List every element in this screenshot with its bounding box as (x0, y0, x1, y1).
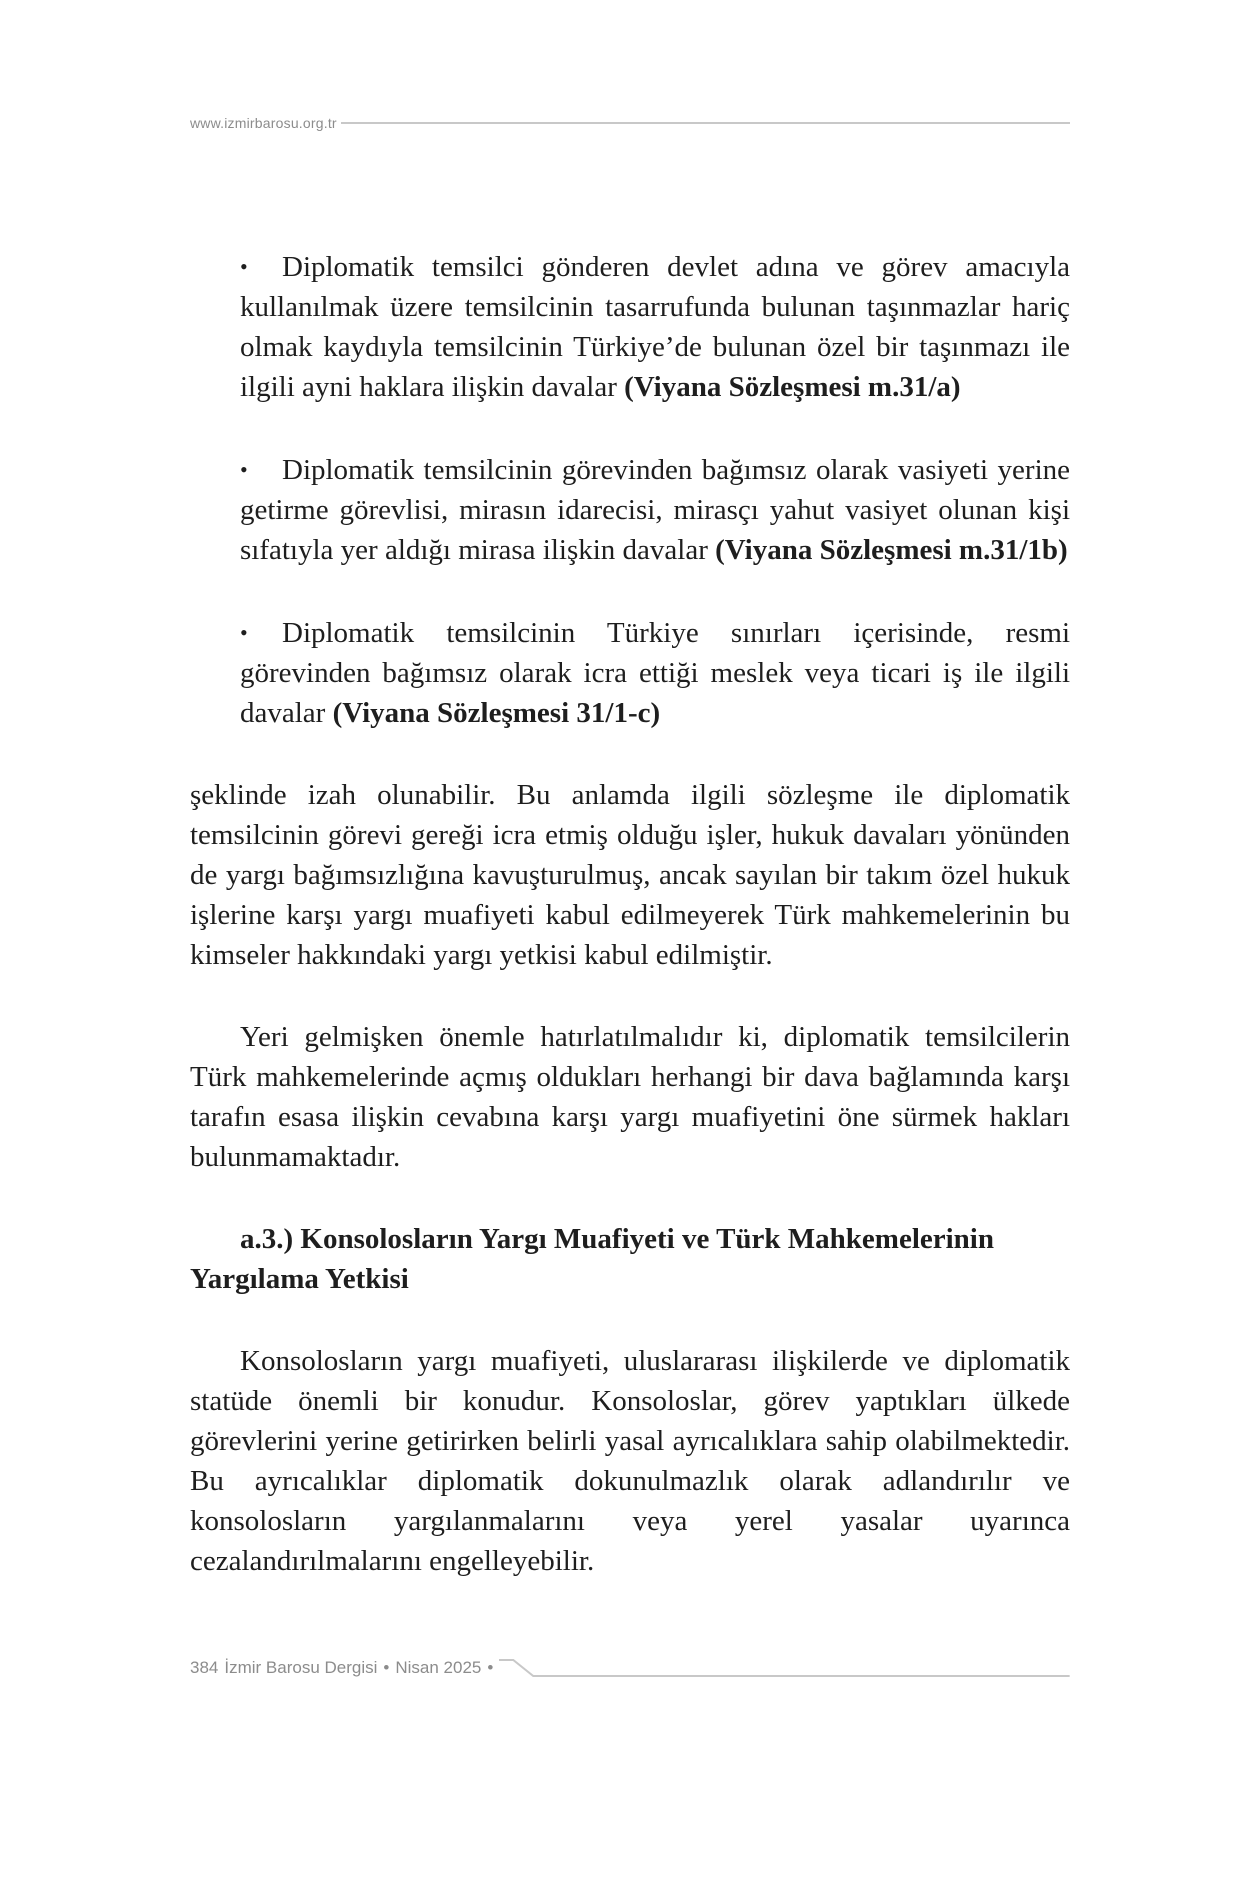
page-number: 384 (190, 1658, 219, 1677)
bullet-body (240, 450, 1070, 570)
paragraph-consuls: Konsolosların yargı muafiyeti, uluslararası ilişkilerde ve diplomatik statüde önemli bir konudur. Konsoloslar, görev yaptıkları ülkede görevlerini yerine getirirken belirli yasal ayrıcalıklara sahip olabilmektedir. Bu ayrıcalıklar diplomatik dokunulmazlık olarak adlandırılır ve konsolosların yargılanmalarını veya yerel yasalar uyarınca cezalandırılmalarını engelleyebilir. (190, 1345, 1070, 1577)
bullet-body (240, 613, 1070, 733)
header-url[interactable]: www.izmirbarosu.org.tr (190, 115, 337, 131)
bullet-text: Diplomatik temsilcinin görevinden bağımsız olarak vasiyeti yerine getirme görevlisi, mirasın idarecisi, mirasçı yahut vasiyet olunan kişi sıfatıyla yer aldığı mirasa ilişkin davalar (240, 454, 1070, 566)
bullet-text: Diplomatik temsilci gönderen devlet adına ve görev amacıyla kullanılmak üzere temsilcinin tasarrufunda bulunan taşınmazlar hariç olmak kaydıyla temsilcinin Türkiye’de bulunan özel bir taşınmazı ile ilgili ayni haklara ilişkin davalar (240, 251, 1070, 403)
bullet-dot-icon: • (240, 620, 248, 645)
bullet-dot-icon: • (240, 254, 248, 279)
bullet-reference: (Viyana Sözleşmesi 31/1-c) (332, 697, 661, 729)
header-rule (341, 122, 1070, 124)
bullet-item-a (190, 247, 1070, 407)
footer-rule (499, 1654, 1070, 1682)
page-footer (190, 1654, 1070, 1682)
footer-separator: • (487, 1658, 494, 1677)
bullet-item-b (190, 450, 1070, 570)
bullet-body (240, 247, 1070, 407)
paragraph-continuation: şeklinde izah olunabilir. Bu anlamda ilgili sözleşme ile diplomatik temsilcinin görevi gereği icra etmiş olduğu işler, hukuk davaları yönünden de yargı bağımsızlığına kavuşturulmuş, ancak sayılan bir takım özel hukuk işlerine karşı yargı muafiyeti kabul edilmeyerek Türk mahkemelerinin bu kimseler hakkındaki yargı yetkisi kabul edilmiştir. (190, 779, 1070, 971)
bullet-dot-icon: • (240, 457, 248, 482)
section-heading: a.3.) Konsolosların Yargı Muafiyeti ve Türk Mahkemelerinin Yargılama Yetkisi (190, 1223, 994, 1295)
footer-text (190, 1658, 499, 1678)
bullet-text: Diplomatik temsilcinin Türkiye sınırları içerisinde, resmi görevinden bağımsız olarak icra ettiği meslek veya ticari iş ile ilgili davalar (240, 617, 1070, 729)
page-header (190, 113, 1070, 133)
paragraph-reminder: Yeri gelmişken önemle hatırlatılmalıdır ki, diplomatik temsilcilerin Türk mahkemelerinde açmış oldukları herhangi bir dava bağlamında karşı tarafın esasa ilişkin cevabına karşı yargı muafiyetini öne sürmek hakları bulunmamaktadır. (190, 1021, 1070, 1173)
bullet-list (190, 247, 1070, 733)
issue-date: Nisan 2025 (395, 1658, 482, 1677)
bullet-reference: (Viyana Sözleşmesi m.31/a) (624, 371, 961, 403)
footer-separator: • (383, 1658, 390, 1677)
page-content (190, 247, 1070, 1623)
bullet-item-c (190, 613, 1070, 733)
footer-rule-shape (499, 1654, 1070, 1682)
journal-name: İzmir Barosu Dergisi (224, 1658, 378, 1677)
bullet-reference: (Viyana Sözleşmesi m.31/1b) (715, 534, 1068, 566)
